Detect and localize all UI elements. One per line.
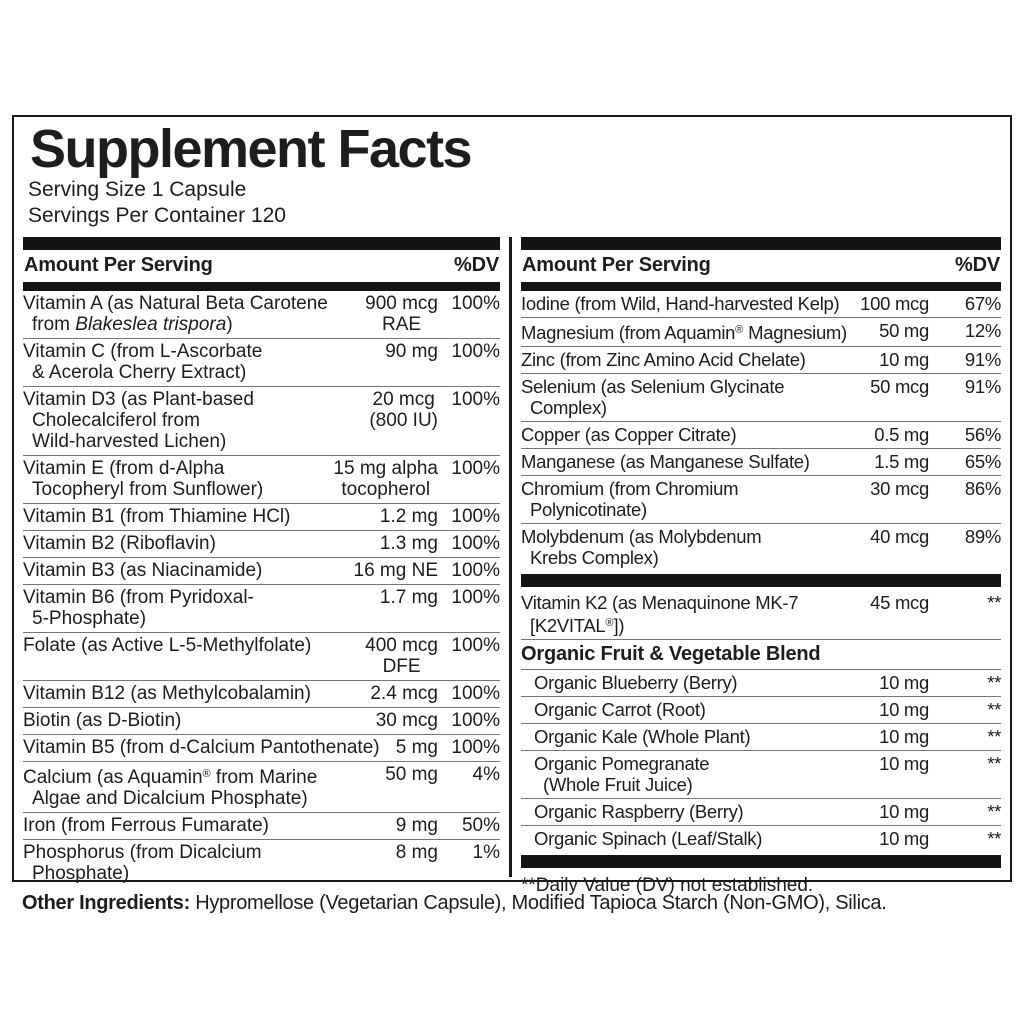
nutrient-row bbox=[23, 680, 500, 707]
nutrient-dv: 100% bbox=[451, 560, 500, 581]
nutrient-row bbox=[23, 530, 500, 557]
other-ingredients bbox=[22, 892, 887, 915]
nutrient-name: Organic Pomegranate (Whole Fruit Juice) bbox=[534, 753, 710, 795]
nutrient-dv: 100% bbox=[451, 710, 500, 731]
nutrient-dv: ** bbox=[987, 801, 1001, 822]
nutrient-name: Vitamin K2 (as Menaquinone MK-7 [K2VITAL®]) bbox=[521, 592, 799, 636]
nutrient-name: Selenium (as Selenium Glycinate Complex) bbox=[521, 376, 785, 418]
nutrient-dv: 1% bbox=[472, 842, 500, 863]
nutrient-row bbox=[23, 734, 500, 761]
nutrient-dv: 91% bbox=[964, 376, 1001, 397]
left-column-header bbox=[23, 250, 500, 282]
nutrient-dv: 56% bbox=[964, 424, 1001, 445]
nutrient-amount: 10 mg bbox=[879, 672, 929, 693]
nutrient-row bbox=[521, 291, 1001, 317]
nutrient-dv: 89% bbox=[964, 526, 1001, 547]
nutrient-row bbox=[23, 503, 500, 530]
nutrient-row bbox=[23, 291, 500, 338]
nutrient-row bbox=[521, 317, 1001, 346]
serving-size: Serving Size 1 Capsule bbox=[28, 178, 247, 201]
nutrient-name: Vitamin B3 (as Niacinamide) bbox=[23, 560, 263, 581]
nutrient-row bbox=[521, 421, 1001, 448]
nutrient-row bbox=[521, 448, 1001, 475]
nutrient-row bbox=[23, 761, 500, 812]
nutrient-name: Iron (from Ferrous Fumarate) bbox=[23, 815, 269, 836]
nutrient-row bbox=[521, 346, 1001, 373]
nutrient-row bbox=[521, 825, 1001, 852]
left-amount-per-serving-header: Amount Per Serving bbox=[24, 254, 213, 276]
right-amount-per-serving-header: Amount Per Serving bbox=[522, 254, 711, 276]
servings-per-container: Servings Per Container 120 bbox=[28, 204, 286, 227]
nutrient-amount: 30 mcg bbox=[375, 710, 438, 731]
nutrient-dv: 100% bbox=[451, 458, 500, 479]
nutrient-amount: 10 mg bbox=[879, 801, 929, 822]
nutrient-name: Calcium (as Aquamin® from Marine Algae and Dicalcium Phosphate) bbox=[23, 767, 318, 809]
section-divider-bar bbox=[521, 574, 1001, 587]
nutrient-amount: 1.5 mg bbox=[874, 451, 929, 472]
nutrient-dv: ** bbox=[987, 672, 1001, 693]
nutrient-row bbox=[521, 723, 1001, 750]
nutrient-dv: 50% bbox=[461, 815, 500, 836]
nutrient-amount: 0.5 mg bbox=[874, 424, 929, 445]
nutrient-row bbox=[23, 632, 500, 680]
nutrient-row bbox=[521, 750, 1001, 798]
nutrient-dv: 100% bbox=[451, 683, 500, 704]
nutrient-dv: 100% bbox=[451, 533, 500, 554]
nutrient-amount: 90 mg bbox=[385, 341, 438, 362]
nutrient-row bbox=[23, 812, 500, 839]
nutrient-name: Organic Carrot (Root) bbox=[534, 699, 706, 720]
nutrient-row bbox=[521, 798, 1001, 825]
blend-section-header: Organic Fruit & Vegetable Blend bbox=[521, 639, 1001, 669]
nutrient-amount: 50 mcg bbox=[870, 376, 929, 397]
nutrient-dv: 67% bbox=[964, 293, 1001, 314]
nutrient-amount: 1.3 mg bbox=[379, 533, 438, 554]
nutrient-amount: 50 mg bbox=[879, 320, 929, 341]
nutrient-amount: 10 mg bbox=[879, 828, 929, 849]
nutrient-name: Vitamin C (from L-Ascorbate & Acerola Cherry Extract) bbox=[23, 341, 263, 383]
nutrient-name: Organic Spinach (Leaf/Stalk) bbox=[534, 828, 763, 849]
nutrient-dv: 86% bbox=[964, 478, 1001, 499]
left-dv-header: %DV bbox=[454, 254, 499, 276]
nutrient-amount: 9 mg bbox=[395, 815, 438, 836]
nutrient-name: Vitamin B1 (from Thiamine HCl) bbox=[23, 506, 291, 527]
supplement-facts-panel bbox=[12, 115, 1012, 896]
nutrient-amount: 20 mcg (800 IU) bbox=[369, 389, 438, 431]
nutrient-row bbox=[23, 455, 500, 503]
nutrient-name: Zinc (from Zinc Amino Acid Chelate) bbox=[521, 349, 806, 370]
nutrient-name: Vitamin B2 (Riboflavin) bbox=[23, 533, 216, 554]
nutrient-row bbox=[521, 475, 1001, 523]
right-column bbox=[512, 237, 1010, 896]
label-title: Supplement Facts bbox=[30, 119, 472, 179]
nutrient-amount: 10 mg bbox=[879, 349, 929, 370]
right-top-bar bbox=[521, 237, 1001, 250]
nutrient-name: Iodine (from Wild, Hand-harvested Kelp) bbox=[521, 293, 840, 314]
nutrient-name: Molybdenum (as Molybdenum Krebs Complex) bbox=[521, 526, 762, 568]
nutrient-amount: 2.4 mcg bbox=[370, 683, 438, 704]
nutrient-amount: 100 mcg bbox=[860, 293, 929, 314]
nutrient-name: Organic Kale (Whole Plant) bbox=[534, 726, 751, 747]
nutrient-name: Vitamin A (as Natural Beta Carotene from Blakeslea trispora) bbox=[23, 293, 328, 335]
columns-area bbox=[14, 237, 1010, 896]
nutrient-amount: 10 mg bbox=[879, 699, 929, 720]
nutrient-row bbox=[521, 696, 1001, 723]
nutrient-name: Vitamin B5 (from d-Calcium Pantothenate) bbox=[23, 737, 380, 758]
nutrient-name: Manganese (as Manganese Sulfate) bbox=[521, 451, 810, 472]
nutrient-amount: 900 mcg RAE bbox=[365, 293, 438, 335]
nutrient-amount: 30 mcg bbox=[870, 478, 929, 499]
nutrient-dv: 12% bbox=[964, 320, 1001, 341]
nutrient-row bbox=[23, 707, 500, 734]
nutrient-row bbox=[521, 590, 1001, 639]
nutrient-dv: ** bbox=[987, 726, 1001, 747]
nutrient-dv: 91% bbox=[964, 349, 1001, 370]
nutrient-name: Phosphorus (from Dicalcium Phosphate) bbox=[23, 842, 262, 884]
nutrient-name: Chromium (from Chromium Polynicotinate) bbox=[521, 478, 739, 520]
nutrient-dv: 100% bbox=[451, 341, 500, 362]
nutrient-name: Vitamin B6 (from Pyridoxal- 5-Phosphate) bbox=[23, 587, 254, 629]
nutrient-amount: 8 mg bbox=[395, 842, 438, 863]
right-column-header bbox=[521, 250, 1001, 282]
left-column bbox=[14, 237, 512, 884]
nutrient-row bbox=[23, 557, 500, 584]
label-header bbox=[14, 117, 1010, 229]
nutrient-dv: ** bbox=[987, 753, 1001, 774]
other-ingredients-label: Other Ingredients: bbox=[22, 892, 190, 914]
nutrient-name: Vitamin D3 (as Plant-based Cholecalciferol from Wild-harvested Lichen) bbox=[23, 389, 254, 452]
nutrient-amount: 16 mg NE bbox=[353, 560, 438, 581]
nutrient-name: Organic Blueberry (Berry) bbox=[534, 672, 738, 693]
right-dv-header: %DV bbox=[955, 254, 1000, 276]
nutrient-amount: 1.7 mg bbox=[379, 587, 438, 608]
left-header-underline-bar bbox=[23, 282, 500, 291]
nutrient-amount: 50 mg bbox=[385, 764, 438, 785]
nutrient-dv: 65% bbox=[964, 451, 1001, 472]
right-header-underline-bar bbox=[521, 282, 1001, 291]
nutrient-name: Copper (as Copper Citrate) bbox=[521, 424, 737, 445]
nutrient-dv: 100% bbox=[451, 635, 500, 656]
nutrient-row bbox=[521, 523, 1001, 571]
section-divider-bar bbox=[521, 855, 1001, 868]
nutrient-name: Organic Raspberry (Berry) bbox=[534, 801, 744, 822]
nutrient-row bbox=[521, 669, 1001, 696]
nutrient-amount: 15 mg alpha tocopherol bbox=[333, 458, 438, 500]
nutrient-dv: 4% bbox=[472, 764, 500, 785]
nutrient-name: Biotin (as D-Biotin) bbox=[23, 710, 182, 731]
nutrient-dv: 100% bbox=[451, 389, 500, 410]
left-column-rows bbox=[23, 291, 500, 887]
nutrient-amount: 400 mcg DFE bbox=[365, 635, 438, 677]
nutrient-dv: 100% bbox=[451, 587, 500, 608]
nutrient-amount: 10 mg bbox=[879, 753, 929, 774]
nutrient-name: Magnesium (from Aquamin® Magnesium) bbox=[521, 322, 847, 343]
nutrient-dv: ** bbox=[987, 828, 1001, 849]
dv-footnote: **Daily Value (DV) not established. bbox=[521, 875, 814, 896]
nutrient-amount: 5 mg bbox=[395, 737, 438, 758]
nutrient-name: Vitamin E (from d-Alpha Tocopheryl from Sunflower) bbox=[23, 458, 264, 500]
nutrient-row bbox=[23, 386, 500, 455]
nutrient-dv: ** bbox=[987, 592, 1001, 613]
nutrient-dv: 100% bbox=[451, 293, 500, 314]
left-top-bar bbox=[23, 237, 500, 250]
nutrient-name: Vitamin B12 (as Methylcobalamin) bbox=[23, 683, 311, 704]
nutrient-row bbox=[23, 338, 500, 386]
nutrient-row bbox=[23, 584, 500, 632]
other-ingredients-text: Hypromellose (Vegetarian Capsule), Modified Tapioca Starch (Non-GMO), Silica. bbox=[189, 892, 887, 914]
nutrient-dv: 100% bbox=[451, 506, 500, 527]
nutrient-row bbox=[23, 839, 500, 887]
nutrient-dv: 100% bbox=[451, 737, 500, 758]
nutrient-amount: 10 mg bbox=[879, 726, 929, 747]
nutrient-amount: 40 mcg bbox=[870, 526, 929, 547]
nutrient-dv: ** bbox=[987, 699, 1001, 720]
nutrient-row bbox=[521, 373, 1001, 421]
nutrient-amount: 45 mcg bbox=[870, 592, 929, 613]
nutrient-name: Folate (as Active L-5-Methylfolate) bbox=[23, 635, 312, 656]
nutrient-amount: 1.2 mg bbox=[379, 506, 438, 527]
right-column-rows bbox=[521, 291, 1001, 900]
